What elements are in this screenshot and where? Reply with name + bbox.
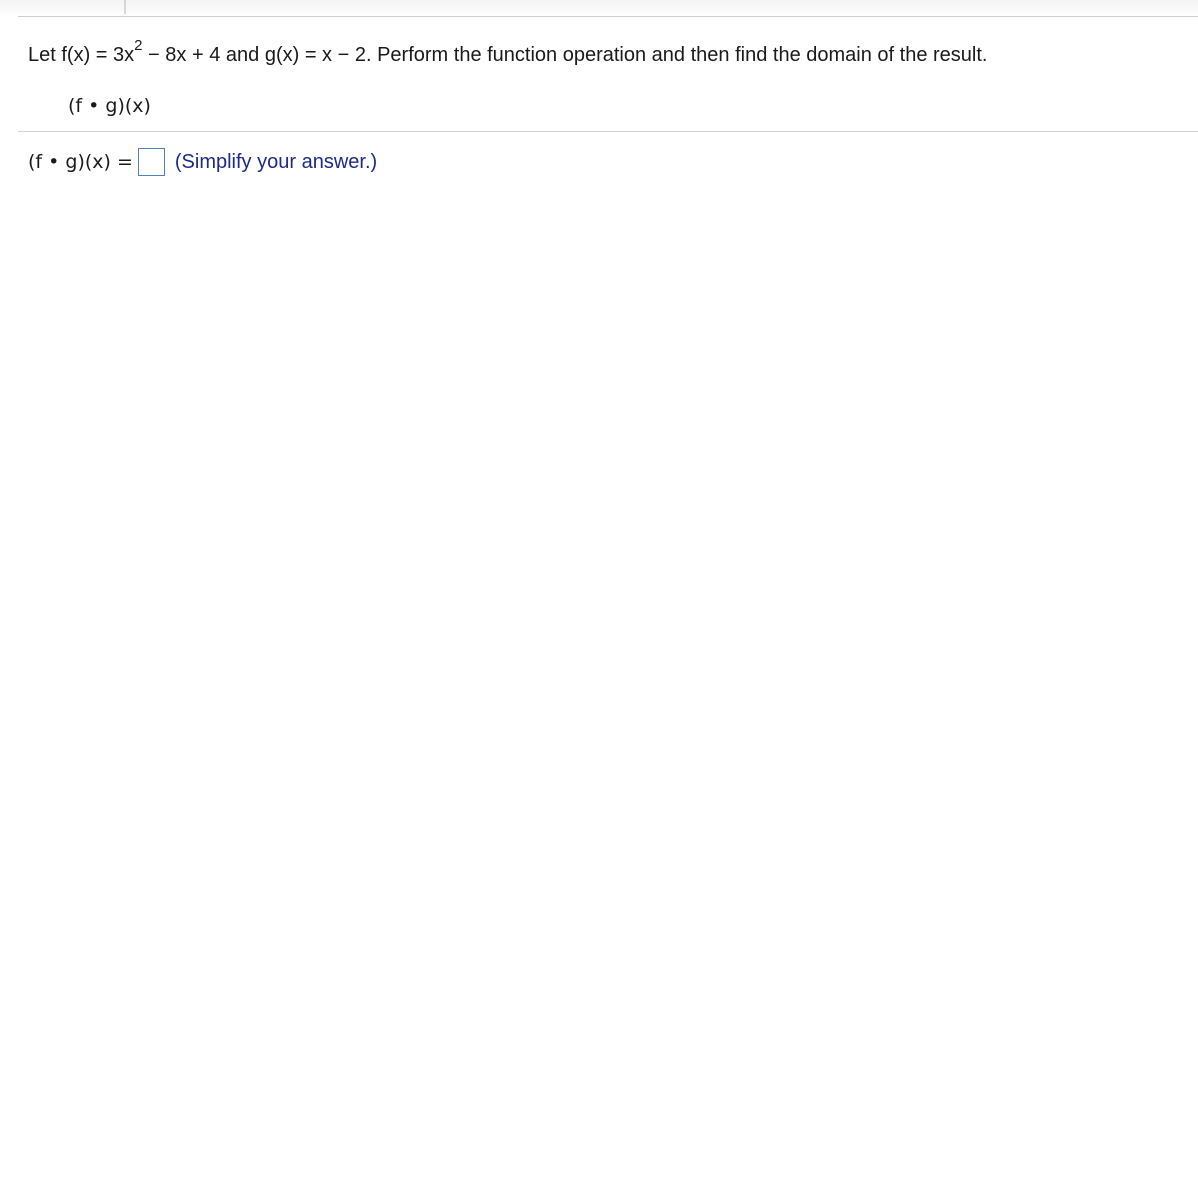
toolbar-divider [124, 0, 126, 14]
top-divider [18, 16, 1198, 17]
answer-hint: (Simplify your answer.) [174, 151, 378, 173]
operation-label: (f • g)(x) [68, 95, 151, 117]
question-tail: − 8x + 4 and g(x) = x − 2. Perform the function operation and then find the domain of the result. [142, 44, 988, 66]
top-toolbar-shadow [0, 0, 1198, 16]
answer-label: (f • g)(x) = [28, 151, 133, 173]
answer-row [28, 146, 377, 178]
question-text [28, 37, 988, 70]
question-exponent: 2 [134, 37, 143, 55]
section-divider [18, 131, 1198, 132]
question-lead: Let f(x) = 3x [28, 44, 135, 66]
answer-input[interactable] [138, 148, 165, 176]
